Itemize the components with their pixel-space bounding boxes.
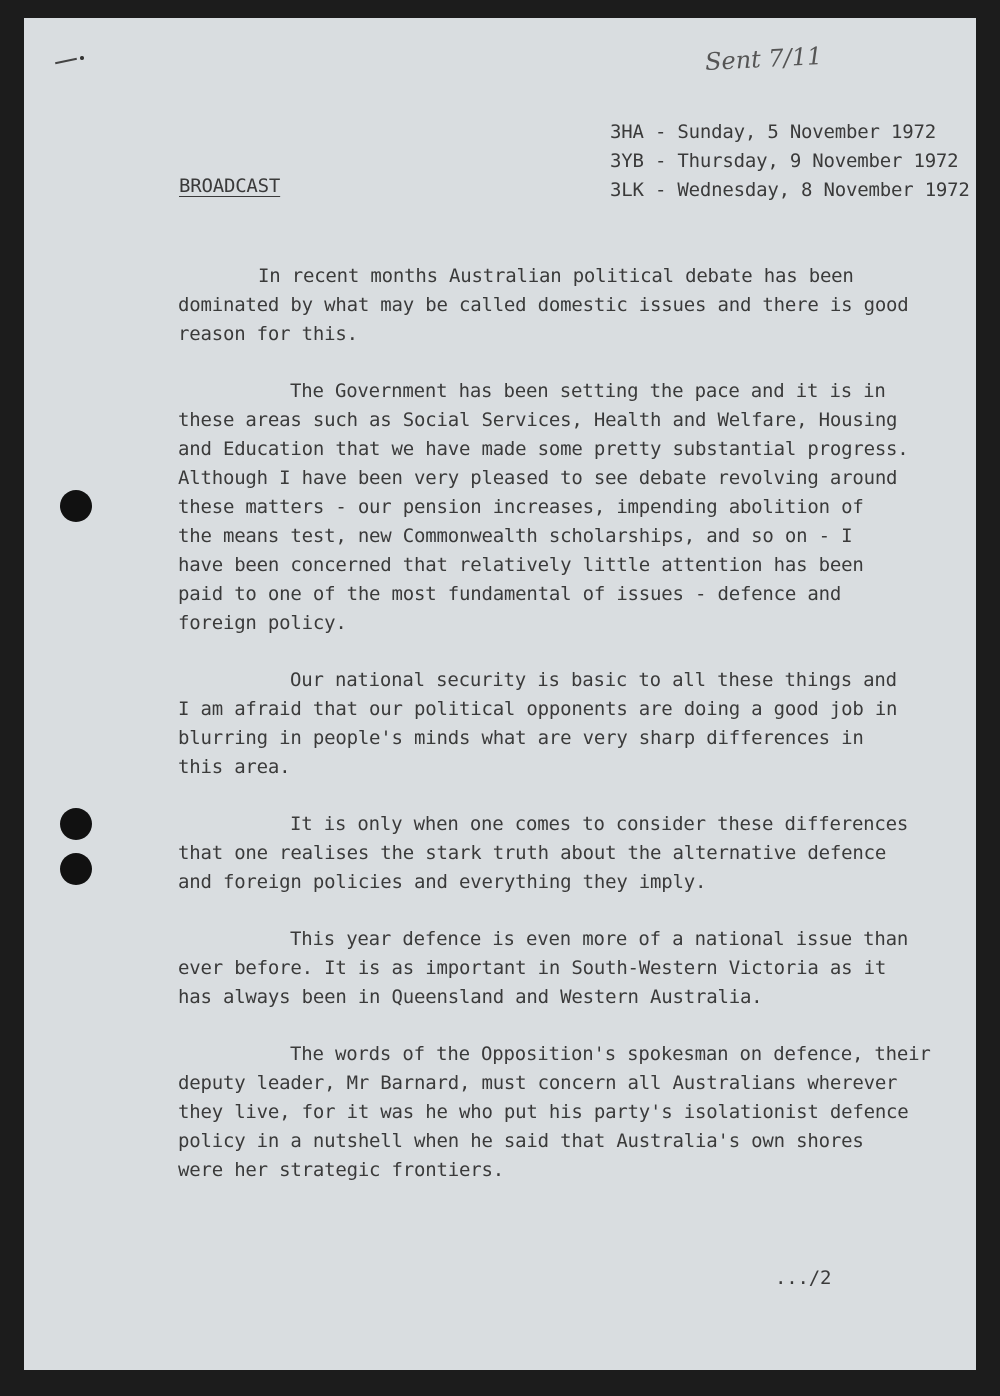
handwritten-note: Sent 7/11 — [704, 41, 823, 77]
text-line: they live, for it was he who put his party's isolationist defence — [178, 1101, 909, 1123]
schedule-line: 3LK - Wednesday, 8 November 1972 — [610, 179, 970, 201]
paragraph — [178, 262, 968, 349]
text-line: that one realises the stark truth about the alternative defence — [178, 842, 887, 864]
text-line: This year defence is even more of a national issue than — [290, 928, 909, 950]
text-line: this area. — [178, 756, 291, 778]
text-line: The words of the Opposition's spokesman on defence, their — [290, 1043, 931, 1065]
text-line: paid to one of the most fundamental of issues - defence and — [178, 583, 842, 605]
text-line: foreign policy. — [178, 612, 347, 634]
paragraph — [178, 925, 968, 1012]
pen-dot — [80, 56, 84, 60]
text-line: deputy leader, Mr Barnard, must concern all Australians wherever — [178, 1072, 898, 1094]
text-line: Although I have been very pleased to see debate revolving around — [178, 467, 898, 489]
text-line: ever before. It is as important in South-Western Victoria as it — [178, 957, 887, 979]
punch-hole — [60, 853, 92, 885]
text-line: Our national security is basic to all these things and — [290, 669, 897, 691]
broadcast-schedule — [610, 118, 970, 205]
text-line: It is only when one comes to consider these differences — [290, 813, 909, 835]
text-line: In recent months Australian political debate has been — [258, 265, 854, 287]
paragraph — [178, 377, 968, 638]
text-line: policy in a nutshell when he said that Australia's own shores — [178, 1130, 864, 1152]
text-line: The Government has been setting the pace and it is in — [290, 380, 886, 402]
text-line: dominated by what may be called domestic issues and there is good — [178, 294, 909, 316]
text-line: these matters - our pension increases, impending abolition of — [178, 496, 864, 518]
text-line: has always been in Queensland and Western Australia. — [178, 986, 763, 1008]
text-line: these areas such as Social Services, Health and Welfare, Housing — [178, 409, 898, 431]
text-line: were her strategic frontiers. — [178, 1159, 504, 1181]
paragraph — [178, 1040, 968, 1185]
schedule-line: 3HA - Sunday, 5 November 1972 — [610, 121, 936, 143]
punch-hole — [60, 490, 92, 522]
text-line: reason for this. — [178, 323, 358, 345]
page-continuation: .../2 — [775, 1267, 832, 1289]
paragraph — [178, 810, 968, 897]
document-body — [178, 262, 968, 1213]
text-line: have been concerned that relatively little attention has been — [178, 554, 864, 576]
schedule-line: 3YB - Thursday, 9 November 1972 — [610, 150, 959, 172]
text-line: and Education that we have made some pretty substantial progress. — [178, 438, 909, 460]
text-line: and foreign policies and everything they imply. — [178, 871, 707, 893]
paragraph — [178, 666, 968, 782]
text-line: the means test, new Commonwealth scholarships, and so on - I — [178, 525, 853, 547]
text-line: blurring in people's minds what are very sharp differences in — [178, 727, 864, 749]
text-line: I am afraid that our political opponents are doing a good job in — [178, 698, 898, 720]
document-title: BROADCAST — [179, 175, 281, 197]
punch-hole — [60, 808, 92, 840]
